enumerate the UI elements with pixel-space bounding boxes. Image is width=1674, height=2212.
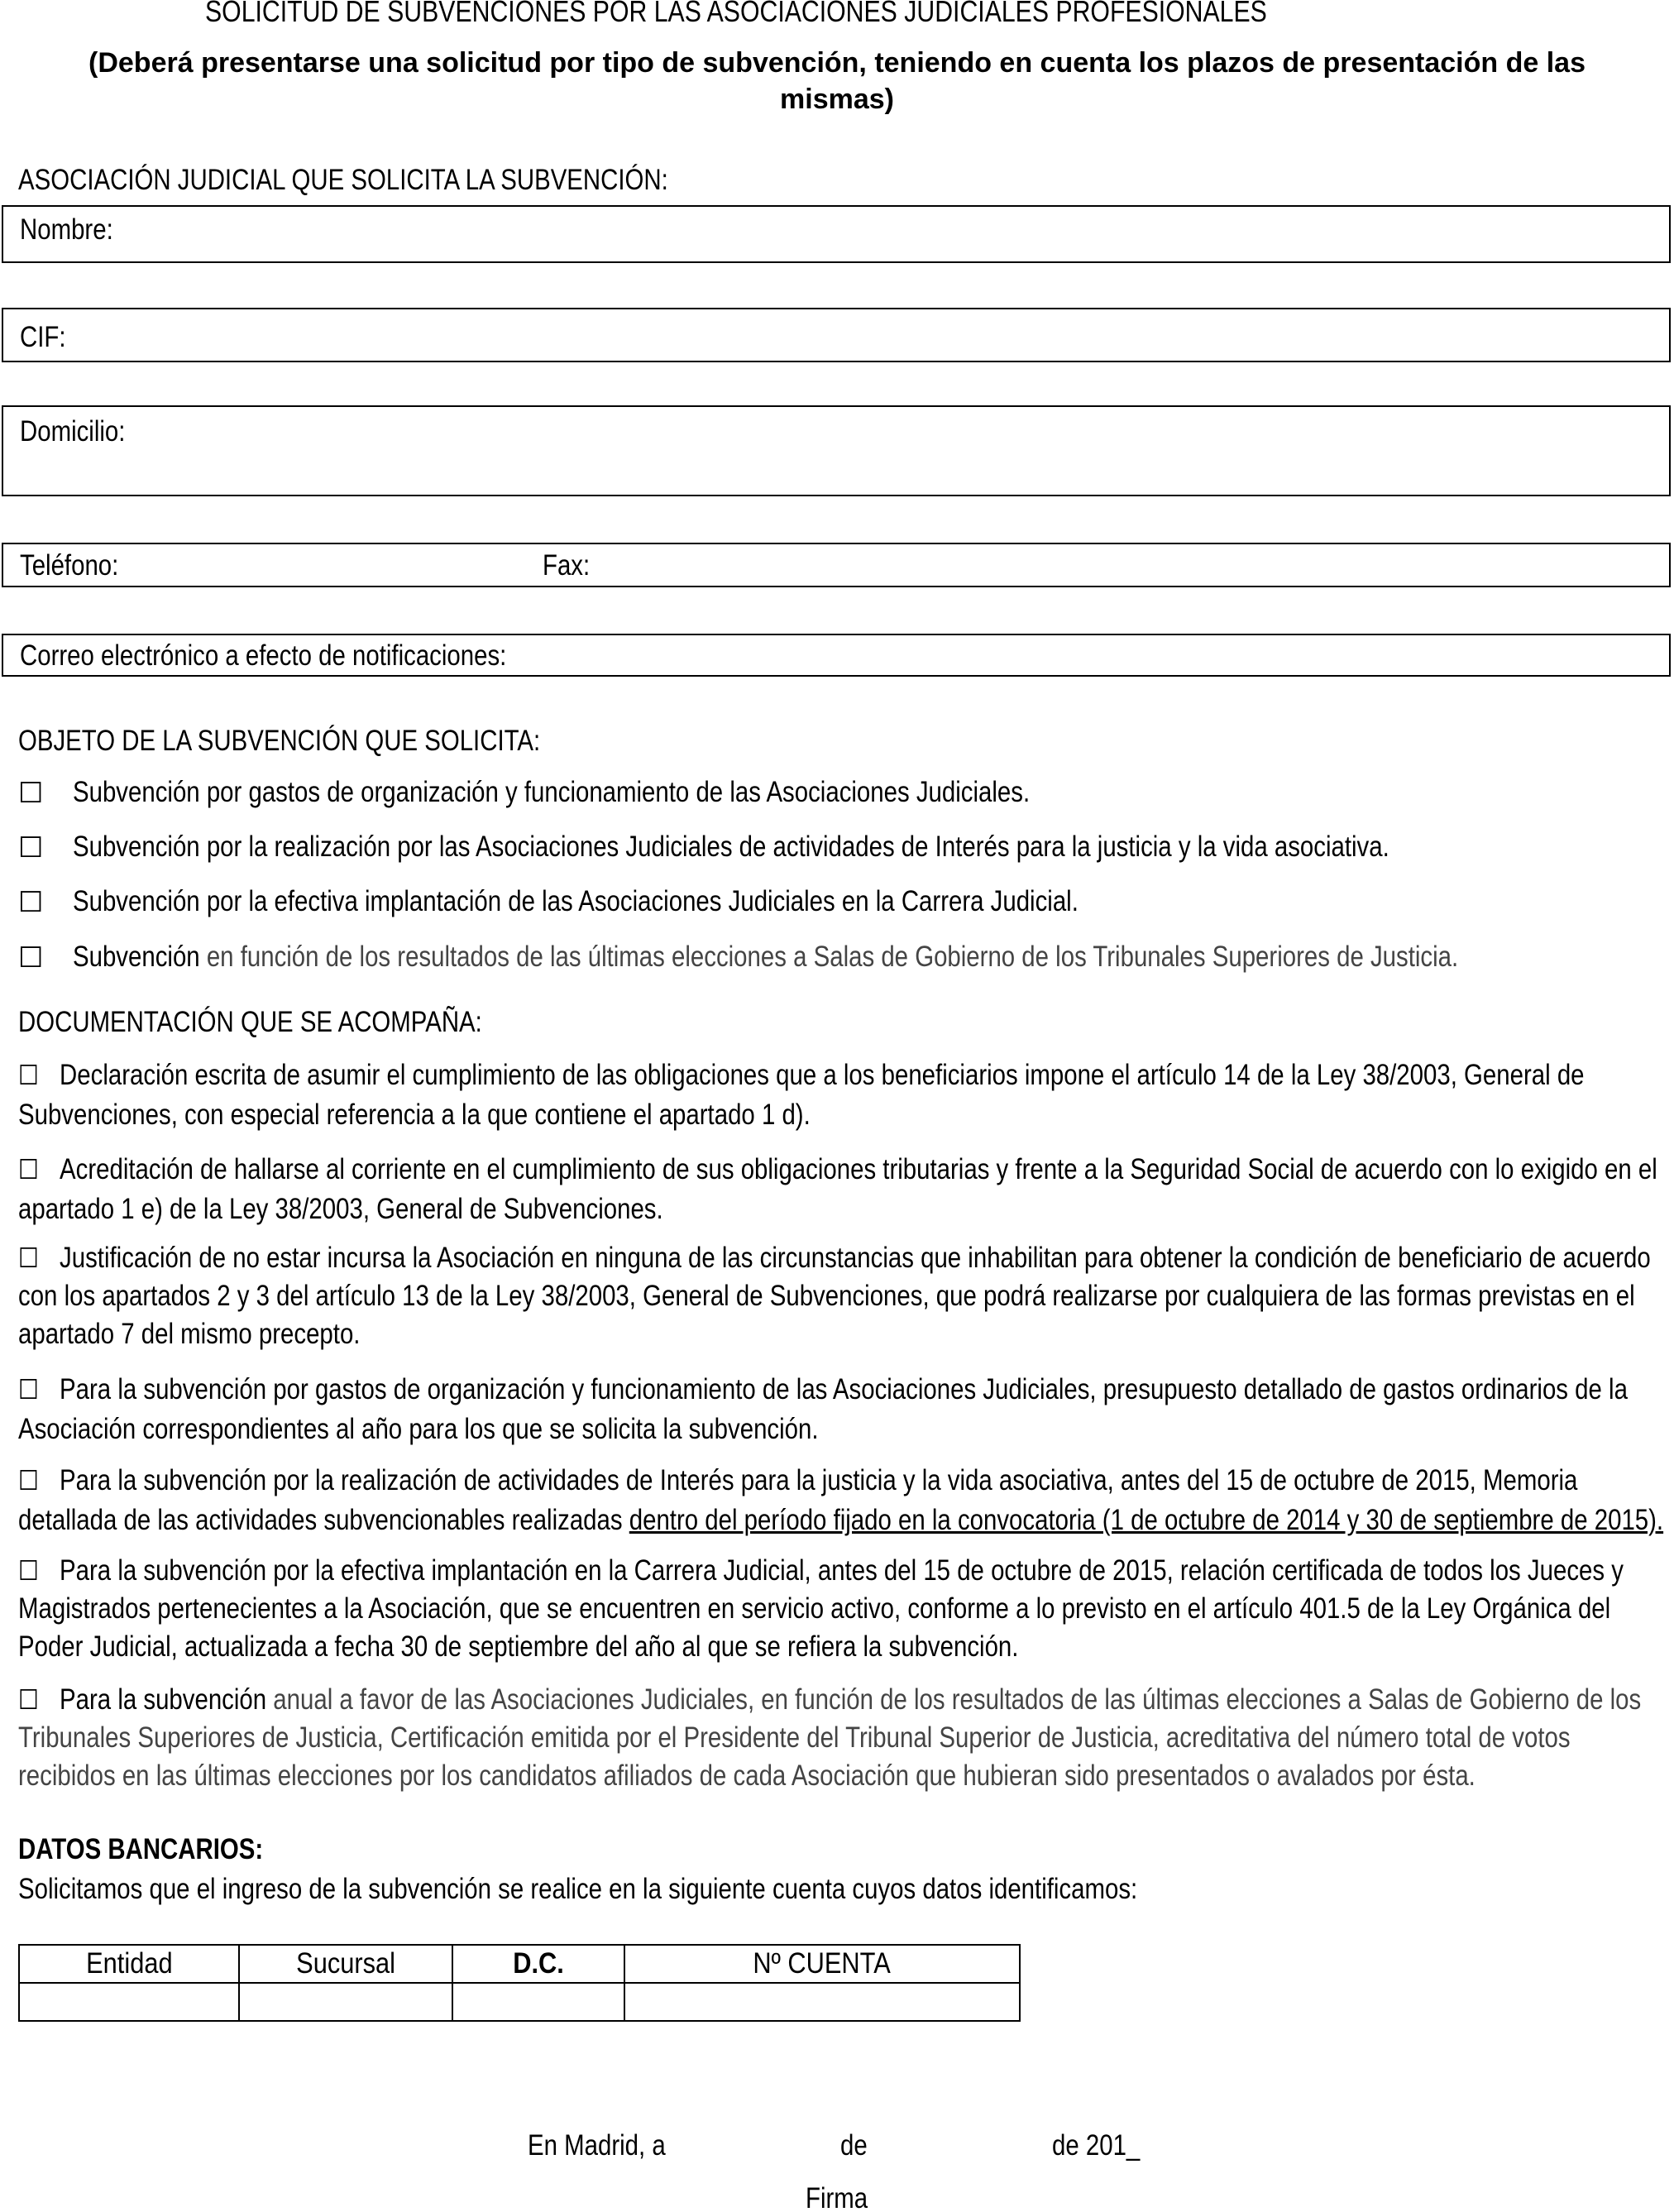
objeto-item-1: Subvención por gastos de organización y funcionamiento de las Asociaciones Judiciales. — [73, 776, 1031, 808]
doc-checkbox-3[interactable]: ☐ — [18, 1242, 39, 1274]
doc-checkbox-7[interactable]: ☐ — [18, 1683, 39, 1716]
col-dc: D.C. — [452, 1945, 624, 1983]
objeto-checkbox-2[interactable]: ☐ — [18, 831, 44, 864]
objeto-item-4: Subvención en función de los resultados de las últimas elecciones a Salas de Gobierno de los Tribunales Superiores de Justicia. — [73, 941, 1459, 973]
objeto-checkbox-1[interactable]: ☐ — [18, 777, 44, 810]
nombre-field[interactable] — [2, 205, 1671, 263]
fecha-de-2: de 201_ — [1052, 2129, 1141, 2162]
telefono-fax-field[interactable] — [2, 543, 1671, 587]
document-title: SOLICITUD DE SUBVENCIONES POR LAS ASOCIACIONES JUDICIALES PROFESIONALES — [204, 0, 1267, 28]
document-subtitle: (Deberá presentarse una solicitud por tipo de subvención, teniendo en cuenta los plazos de presentación de las mismas) — [88, 47, 1586, 115]
doc-item-6: ☐ Para la subvención por la efectiva implantación en la Carrera Judicial, antes del 15 de octubre de 2015, relación certificada de todos los Jueces y Magistrados pertenecientes a la Asociación, que se encuentren en servicio activo, conforme a lo previsto en el artículo 401.5 de la Ley Orgánica del Poder Judicial, actualizada a fecha 30 de septiembre del año al que se refiera la subvención. — [18, 1554, 1624, 1663]
correo-field[interactable] — [2, 634, 1671, 677]
doc-item-5: ☐ Para la subvención por la realización de actividades de Interés para la justicia y la vida asociativa, antes del 15 de octubre de 2015, Memoria detallada de las actividades subvencionables realizadas dentro del período fijado en la convocatoria (1 de octubre de 2014 y 30 de septiembre de 2015). — [18, 1464, 1664, 1536]
col-sucursal: Sucursal — [239, 1945, 452, 1983]
doc-item-7: ☐ Para la subvención anual a favor de las Asociaciones Judiciales, en función de los resultados de las últimas elecciones a Salas de Gobierno de los Tribunales Superiores de Justicia, Certificación emitida por el Presidente del Tribunal Superior de Justicia, acreditativa del número total de votos recibidos en las últimas elecciones por los candidatos afiliados de cada Asociación que hubieran sido presentados o avalados por ésta. — [18, 1683, 1642, 1792]
entidad-input-cell[interactable] — [19, 1983, 239, 2021]
doc-checkbox-4[interactable]: ☐ — [18, 1373, 39, 1405]
asociacion-heading: ASOCIACIÓN JUDICIAL QUE SOLICITA LA SUBVENCIÓN: — [18, 164, 668, 196]
domicilio-field[interactable] — [2, 405, 1671, 496]
datos-bancarios-intro: Solicitamos que el ingreso de la subvención se realice en la siguiente cuenta cuyos datos identificamos: — [18, 1873, 1138, 1905]
objeto-checkbox-4[interactable]: ☐ — [18, 941, 44, 974]
doc-item-3: ☐ Justificación de no estar incursa la Asociación en ninguna de las circunstancias que inhabilitan para obtener la condición de beneficiario de acuerdo con los apartados 2 y 3 del artículo 13 de la Ley 38/2003, General de Subvenciones, que podrá realizarse por cualquiera de las formas previstas en el apartado 7 del mismo precepto. — [18, 1242, 1651, 1350]
firma-label: Firma — [806, 2182, 868, 2212]
col-numero-cuenta: Nº CUENTA — [624, 1945, 1020, 1983]
doc-checkbox-2[interactable]: ☐ — [18, 1153, 39, 1185]
doc-item-4: ☐ Para la subvención por gastos de organización y funcionamiento de las Asociaciones Judiciales, presupuesto detallado de gastos ordinarios de la Asociación correspondientes al año para los que se solicita la subvención. — [18, 1373, 1628, 1445]
lugar-fecha: En Madrid, a — [528, 2129, 666, 2162]
doc-checkbox-1[interactable]: ☐ — [18, 1059, 39, 1091]
doc-checkbox-6[interactable]: ☐ — [18, 1554, 39, 1587]
fecha-de-1: de — [840, 2129, 868, 2162]
col-entidad: Entidad — [19, 1945, 239, 1983]
objeto-item-3: Subvención por la efectiva implantación de las Asociaciones Judiciales en la Carrera Judicial. — [73, 885, 1079, 917]
doc-checkbox-5[interactable]: ☐ — [18, 1464, 39, 1496]
cif-field[interactable] — [2, 308, 1671, 362]
domicilio-label: Domicilio: — [20, 415, 126, 448]
cif-label: CIF: — [20, 321, 66, 353]
objeto-checkbox-3[interactable]: ☐ — [18, 886, 44, 919]
doc-item-1: ☐ Declaración escrita de asumir el cumplimiento de las obligaciones que a los beneficiarios impone el artículo 14 de la Ley 38/2003, General de Subvenciones, con especial referencia a la que contiene el apartado 1 d). — [18, 1059, 1585, 1131]
dc-input-cell[interactable] — [452, 1983, 624, 2021]
datos-bancarios-heading: DATOS BANCARIOS: — [18, 1833, 264, 1865]
nombre-label: Nombre: — [20, 213, 113, 246]
bank-table-input-row — [19, 1983, 1020, 2021]
numero-cuenta-input-cell[interactable] — [624, 1983, 1020, 2021]
fax-label: Fax: — [543, 549, 591, 582]
bank-account-table — [18, 1944, 1021, 2022]
objeto-heading: OBJETO DE LA SUBVENCIÓN QUE SOLICITA: — [18, 725, 541, 757]
bank-table-header-row — [19, 1945, 1020, 1983]
sucursal-input-cell[interactable] — [239, 1983, 452, 2021]
telefono-label: Teléfono: — [20, 549, 119, 582]
correo-label: Correo electrónico a efecto de notificaciones: — [20, 639, 507, 672]
objeto-item-2: Subvención por la realización por las Asociaciones Judiciales de actividades de Interés para la justicia y la vida asociativa. — [73, 831, 1389, 863]
doc-item-2: ☐ Acreditación de hallarse al corriente en el cumplimiento de sus obligaciones tributarias y frente a la Seguridad Social de acuerdo con lo exigido en el apartado 1 e) de la Ley 38/2003, General de Subvenciones. — [18, 1153, 1657, 1225]
documentacion-heading: DOCUMENTACIÓN QUE SE ACOMPAÑA: — [18, 1006, 482, 1038]
